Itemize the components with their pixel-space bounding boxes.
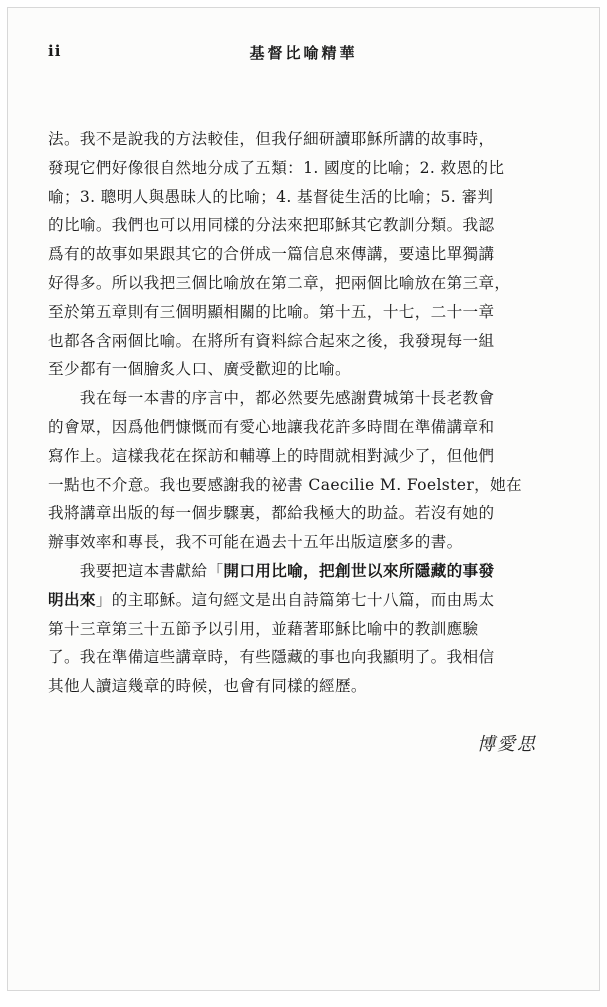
text-line: 了。我在準備這些講章時，有些隱藏的事也向我顯明了。我相信 <box>48 648 495 667</box>
text-line: 第十三章第三十五節予以引用，並藉著耶穌比喻中的教訓應驗 <box>48 619 479 638</box>
text-line: 至於第五章則有三個明顯相關的比喻。第十五，十七，二十一章 <box>48 302 495 321</box>
text-line: 至少都有一個膾炙人口、廣受歡迎的比喻。 <box>48 360 351 379</box>
text-line: 發現它們好像很自然地分成了五類：1. 國度的比喻；2. 救恩的比 <box>48 158 505 177</box>
body-text <box>48 125 568 701</box>
text-line: 爲有的故事如果跟其它的合併成一篇信息來傳講，要遠比單獨講 <box>48 245 495 264</box>
text-line: 其他人讀這幾章的時候，也會有同樣的經歷。 <box>48 677 367 696</box>
text-line: 我將講章出版的每一個步驟裏，都給我極大的助益。若沒有她的 <box>48 504 495 523</box>
text-line: 也都各含兩個比喻。在將所有資料綜合起來之後，我發現每一組 <box>48 331 495 350</box>
text-line: 的會眾，因爲他們慷慨而有愛心地讓我花許多時間在準備講章和 <box>48 417 495 436</box>
page-number: ii <box>48 42 62 60</box>
text-line <box>48 557 568 586</box>
text-line: 法。我不是說我的方法較佳，但我仔細研讀耶穌所講的故事時， <box>48 130 495 148</box>
emphasized-quote: 明出來 <box>48 589 96 609</box>
emphasized-quote: 開口用比喻，把創世以來所隱藏的事發 <box>223 560 495 580</box>
text-line: 我在每一本書的序言中，都必然要先感謝費城第十長老教會 <box>48 389 495 408</box>
text-fragment: 」的主耶穌。這句經文是出自詩篇第七十八篇，而由馬太 <box>95 590 495 609</box>
text-fragment: 我要把這本書獻給「 <box>48 561 224 580</box>
document-page <box>7 7 600 991</box>
text-line: 一點也不介意。我也要感謝我的祕書 Caecilie M. Foelster，她在 <box>48 475 522 494</box>
text-line: 寫作上。這樣我花在探訪和輔導上的時間就相對減少了，但他們 <box>48 446 495 465</box>
author-signature: 博愛思 <box>477 734 537 755</box>
running-title: 基督比喻精華 <box>249 44 358 62</box>
text-line: 的比喻。我們也可以用同樣的分法來把耶穌其它教訓分類。我認 <box>48 216 495 235</box>
text-line: 辦事效率和專長，我不可能在過去十五年出版這麼多的書。 <box>48 533 463 552</box>
text-line <box>48 586 568 615</box>
signature-block <box>477 730 537 756</box>
page-header <box>8 42 599 64</box>
text-line: 喻；3. 聰明人與愚昧人的比喻；4. 基督徒生活的比喻；5. 審判 <box>48 187 494 206</box>
text-line: 好得多。所以我把三個比喻放在第二章，把兩個比喻放在第三章， <box>48 273 511 292</box>
